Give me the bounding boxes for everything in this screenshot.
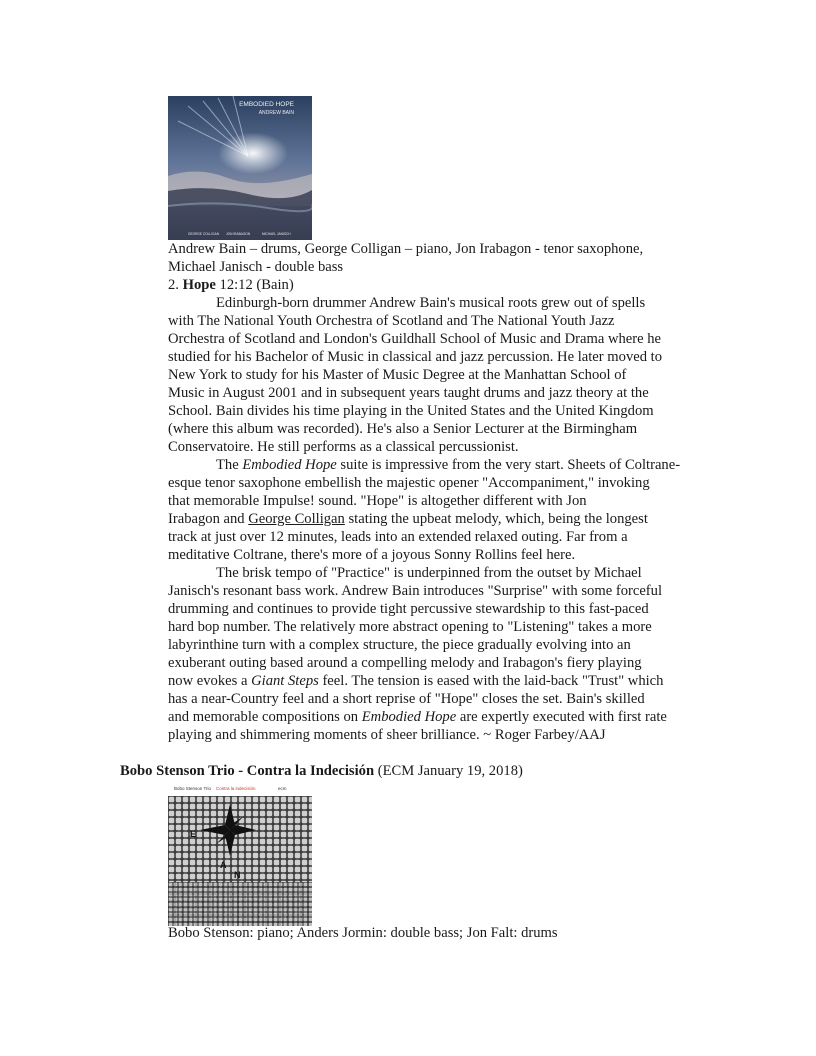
personnel-line: Andrew Bain – drums, George Colligan – piano, Jon Irabagon - tenor saxophone, — [168, 241, 644, 257]
cover-credit: MICHAEL JANISCH — [262, 232, 291, 236]
cover-artwork-contra-la-indecision — [168, 782, 312, 926]
cover-artwork-embodied-hope — [168, 96, 312, 240]
track-listing — [168, 276, 696, 294]
track-title: Hope — [182, 277, 216, 293]
album-title-italic: Embodied Hope — [242, 457, 337, 473]
text-run: stating the upbeat melody, which, being the longest — [344, 511, 648, 527]
paragraph-line: esque tenor saxophone embellish the majestic opener "Accompaniment," invoking — [168, 475, 650, 491]
giant-steps-italic: Giant Steps — [251, 673, 319, 689]
paragraph-line: drumming and continues to provide tight percussive stewardship to this fast-paced — [168, 601, 649, 617]
text-run: feel. The tension is eased with the laid-back "Trust" which — [318, 673, 664, 689]
paragraph-line — [168, 672, 696, 690]
album2-personnel: Bobo Stenson: piano; Anders Jormin: double bass; Jon Falt: drums — [168, 925, 558, 941]
paragraph-line: hard bop number. The relatively more abstract opening to "Listening" takes a more — [168, 619, 652, 635]
text-run: and memorable compositions on — [168, 709, 362, 725]
text-run: now evokes a — [168, 673, 252, 689]
paragraph-line — [168, 708, 696, 726]
text-run: Irabagon and — [168, 511, 249, 527]
track-number: 2. — [168, 277, 179, 293]
paragraph-line: The brisk tempo of "Practice" is underpinned from the outset by Michael — [216, 565, 642, 581]
paragraph-line: Conservatoire. He still performs as a classical percussionist. — [168, 439, 519, 455]
cover-title: Contra la indecisión — [216, 786, 256, 791]
text-run: suite is impressive from the very start. Sheets of Coltrane- — [336, 457, 681, 473]
album-cover-contra-la-indecision — [168, 782, 312, 926]
compass-letter-e: E — [190, 829, 197, 839]
album-cover-embodied-hope — [168, 96, 312, 240]
text-run: The — [216, 457, 243, 473]
album2-release-info: (ECM January 19, 2018) — [374, 763, 523, 779]
paragraph-line: Janisch's resonant bass work. Andrew Bain introduces "Surprise" with some forceful — [168, 583, 663, 599]
george-colligan-link[interactable]: George Colligan — [248, 511, 345, 527]
cover-artist: Bobo Stenson Trio — [174, 786, 212, 791]
paragraph-line: exuberant outing based around a compelling melody and Irabagon's fiery playing — [168, 655, 642, 671]
paragraph-line: that memorable Impulse! sound. "Hope" is altogether different with Jon — [168, 493, 587, 509]
paragraph-line: Edinburgh-born drummer Andrew Bain's musical roots grew out of spells — [216, 295, 646, 311]
paragraph-line: meditative Coltrane, there's more of a joyous Sonny Rollins feel here. — [168, 547, 576, 563]
paragraph-line: School. Bain divides his time playing in the United States and the United Kingdom — [168, 403, 654, 419]
paragraph-line: has a near-Country feel and a short reprise of "Hope" closes the set. Bain's skilled — [168, 691, 645, 707]
paragraph-line: Orchestra of Scotland and London's Guildhall School of Music and Drama where he — [168, 331, 662, 347]
track-info: 12:12 (Bain) — [219, 277, 294, 293]
album2-heading — [120, 762, 523, 780]
compass-letter-n: N — [234, 870, 241, 880]
paragraph-line: with The National Youth Orchestra of Scotland and The National Youth Jazz — [168, 313, 615, 329]
cover-label: ecm — [278, 786, 287, 791]
paragraph-line: track at just over 12 minutes, leads into an extended relaxed outing. Far from a — [168, 529, 628, 545]
personnel-line: Michael Janisch - double bass — [168, 259, 344, 275]
album1-review — [168, 240, 696, 744]
paragraph-line: (where this album was recorded). He's also a Senior Lecturer at the Birmingham — [168, 421, 638, 437]
paragraph-line: Music in August 2001 and in subsequent years taught drums and jazz theory at the — [168, 385, 649, 401]
cover-artist: ANDREW BAIN — [258, 110, 294, 116]
paragraph-line — [168, 456, 696, 474]
cover-credit: GEORGE COLLIGAN — [188, 232, 219, 236]
album2-title: Bobo Stenson Trio - Contra la Indecisión — [120, 763, 375, 779]
cover-credit: JON IRABAGON — [226, 232, 251, 236]
cover-title: EMBODIED HOPE — [239, 101, 294, 108]
paragraph-line: playing and shimmering moments of sheer brilliance. ~ Roger Farbey/AAJ — [168, 727, 606, 743]
album-title-italic: Embodied Hope — [361, 709, 457, 725]
paragraph-line — [168, 510, 696, 528]
paragraph-line: labyrinthine turn with a complex structure, the piece gradually evolving into an — [168, 637, 631, 653]
text-run: are expertly executed with first rate — [456, 709, 667, 725]
paragraph-line: New York to study for his Master of Music Degree at the Manhattan School of — [168, 367, 627, 383]
paragraph-line: studied for his Bachelor of Music in classical and jazz percussion. He later moved to — [168, 349, 663, 365]
compass-letter-a: A — [220, 860, 227, 870]
